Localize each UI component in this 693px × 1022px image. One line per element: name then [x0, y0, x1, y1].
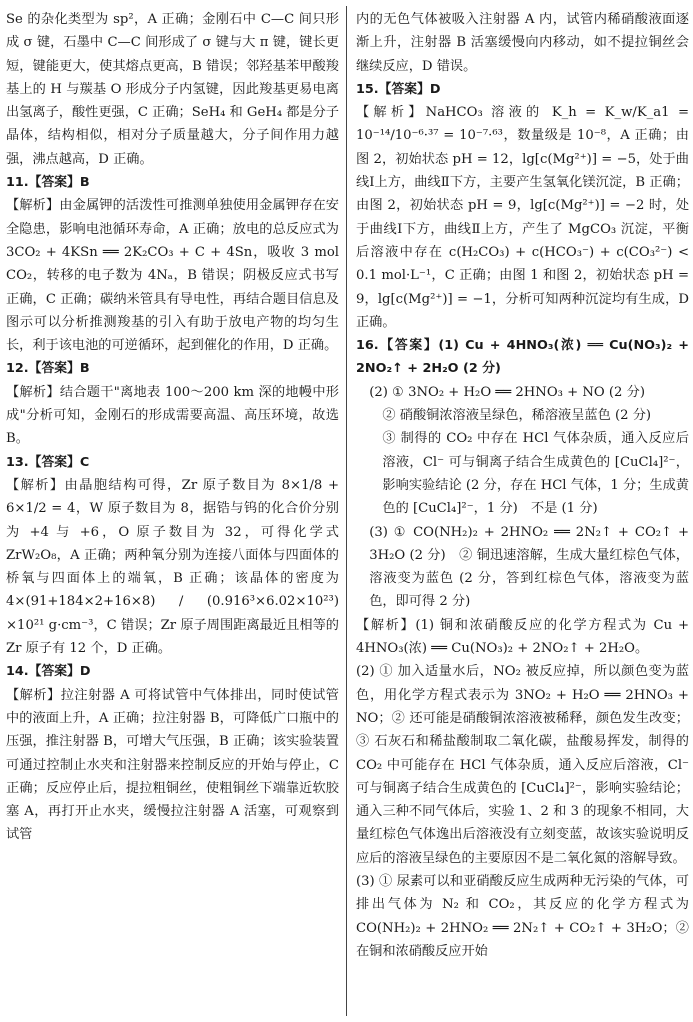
explanation-paragraph: 【解析】NaHCO₃ 溶液的 K_h = K_w/K_a1 = 10⁻¹⁴/10⁻⁶·³⁷ = 10⁻⁷·⁶³，数量级是 10⁻⁸，A 正确；由图 2，初始状态 pH = 12，lg[c(Mg²⁺)] = −5，处于曲线Ⅰ上方，曲线Ⅱ下方，主要产生氢氧化镁沉淀，B 正确；由图 2，初始状态 pH = 9，lg[c(Mg²⁺)] = −2 时，处于曲线Ⅰ下方，曲线Ⅱ上方，产生了 MgCO₃ 沉淀，平衡后溶液中存在 c(H₂CO₃) + c(HCO₃⁻) + c(CO₃²⁻) < 0.1 mol·L⁻¹，C 正确；由图 1 和图 2，初始状态 pH = 9，lg[c(Mg²⁺)] = −1，分析可知两种沉淀均有生成，D 正确。 [356, 105, 689, 330]
answer-heading: 11.【答案】B [6, 175, 90, 191]
answer-heading: 13.【答案】C [6, 454, 90, 470]
left-column [6, 8, 339, 847]
answer-heading: 15.【答案】D [356, 81, 441, 97]
explanation-paragraph: ③ 制得的 CO₂ 中存在 HCl 气体杂质，通入反应后溶液，Cl⁻ 可与铜离子结合生成黄色的 [CuCl₄]²⁻，影响实验结论 (2 分，存在 HCl 气体，1 分；生成黄色的 [CuCl₄]²⁻，1 分) 不是 (1 分) [382, 431, 689, 517]
answer-heading: 12.【答案】B [6, 361, 90, 377]
answer-heading: 14.【答案】D [6, 664, 91, 680]
explanation-paragraph: 【解析】由金属钾的活泼性可推测单独使用金属钾存在安全隐患，影响电池循环寿命，A 正确；放电的总反应式为 3CO₂ + 4KSn ══ 2K₂CO₃ + C + 4Sn，吸收 3 mol CO₂，转移的电子数为 4Nₐ，B 错误；阴极反应式书写正确，C 正确；碳纳米管具有导电性，再结合题目信息及图示可以分析推测羧基的引入有助于放电产物的均匀生长，利于该电池的可逆循环，起到催化的作用，D 正确。 [6, 198, 339, 354]
explanation-paragraph: (3) ① 尿素可以和亚硝酸反应生成两种无污染的气体，可排出气体为 N₂ 和 CO₂，其反应的化学方程式为 CO(NH₂)₂ + 2HNO₂ ══ 2N₂↑ + CO₂↑ + 3H₂O；② 在铜和浓硝酸反应开始 [356, 873, 689, 959]
explanation-paragraph: 【解析】结合题干"离地表 100～200 km 深的地幔中形成"分析可知，金刚石的形成需要高温、高压环境，故选 B。 [6, 384, 339, 447]
explanation-paragraph: ② 硝酸铜浓溶液呈绿色，稀溶液呈蓝色 (2 分) [382, 408, 652, 424]
answer-heading: 16.【答案】(1) Cu + 4HNO₃(浓) ══ Cu(NO₃)₂ + 2NO₂↑ + 2H₂O (2 分) [356, 338, 689, 377]
explanation-paragraph: 内的无色气体被吸入注射器 A 内，试管内稀硝酸液面逐渐上升，注射器 B 活塞缓慢向内移动，如不提拉铜丝会继续反应，D 错误。 [356, 12, 689, 74]
explanation-paragraph: Se 的杂化类型为 sp²，A 正确；金刚石中 C—C 间只形成 σ 键，石墨中 C—C 间形成了 σ 键与大 π 键，键长更短，键能更大，使其熔点更高，B 错误；邻羟基苯甲酸羧基上的 H 与羰基 O 形成分子内氢键，因此羧基更易电离出氢离子，酸性更强，C 正确；SeH₄ 和 GeH₄ 都是分子晶体，结构相似，相对分子质量越大，分子间作用力越强，沸点越高，D 正确。 [6, 12, 339, 167]
explanation-paragraph: 【解析】拉注射器 A 可将试管中气体排出，同时使试管中的液面上升，A 正确；拉注射器 B，可降低广口瓶中的压强，推注射器 B，可增大气压强，B 正确；该实验装置可通过控制止水夹和注射器来控制反应的开始与停止，C 正确；反应停止后，提拉粗铜丝，使粗铜丝下端靠近软胶塞 A，再打开止水夹，缓慢拉注射器 A 活塞，可观察到试管 [6, 687, 339, 843]
explanation-paragraph: 【解析】(1) 铜和浓硝酸反应的化学方程式为 Cu + 4HNO₃(浓) ══ Cu(NO₃)₂ + 2NO₂↑ + 2H₂O。 [356, 617, 689, 657]
explanation-paragraph: (3) ① CO(NH₂)₂ + 2HNO₂ ══ 2N₂↑ + CO₂↑ + 3H₂O (2 分) ② 铜迅速溶解，生成大量红棕色气体，溶液变为蓝色 (2 分，答到红棕色气体，溶液变为蓝色，即可得 2 分) [369, 524, 689, 610]
column-divider [346, 6, 347, 1016]
explanation-paragraph: 【解析】由晶胞结构可得，Zr 原子数目为 8×1/8 + 6×1/2 = 4，W 原子数目为 8，据锆与钨的化合价分别为 +4 与 +6，O 原子数目为 32，可得化学式 ZrW₂O₈，A 正确；两种氧分别为连接八面体与四面体的桥氧与四面体上的端氧，B 正确；该晶体的密度为 4×(91+184×2+16×8) / (0.916³×6.02×10²³) ×10²¹ g·cm⁻³，C 错误；Zr 原子周围距离最近且相等的 Zr 原子有 12 个，D 正确。 [6, 477, 339, 657]
explanation-paragraph: (2) ① 3NO₂ + H₂O ══ 2HNO₃ + NO (2 分) [369, 384, 645, 400]
explanation-paragraph: (2) ① 加入适量水后，NO₂ 被反应掉，所以颜色变为蓝色，用化学方程式表示为 3NO₂ + H₂O ══ 2HNO₃ + NO；② 还可能是硝酸铜浓溶液被稀释，颜色发生改变；③ 石灰石和稀盐酸制取二氧化碳，盐酸易挥发，制得的 CO₂ 中可能存在 HCl 气体杂质，通入反应后溶液，Cl⁻ 可与铜离子结合生成黄色的 [CuCl₄]²⁻，影响实验结论；通入三种不同气体后，实验 1、2 和 3 的现象不相同，大量红棕色气体逸出后溶液没有立刻变蓝，故该实验说明反应后的溶液呈绿色的主要原因不是二氧化氮的溶解导致。 [356, 664, 689, 866]
right-column [356, 8, 689, 963]
